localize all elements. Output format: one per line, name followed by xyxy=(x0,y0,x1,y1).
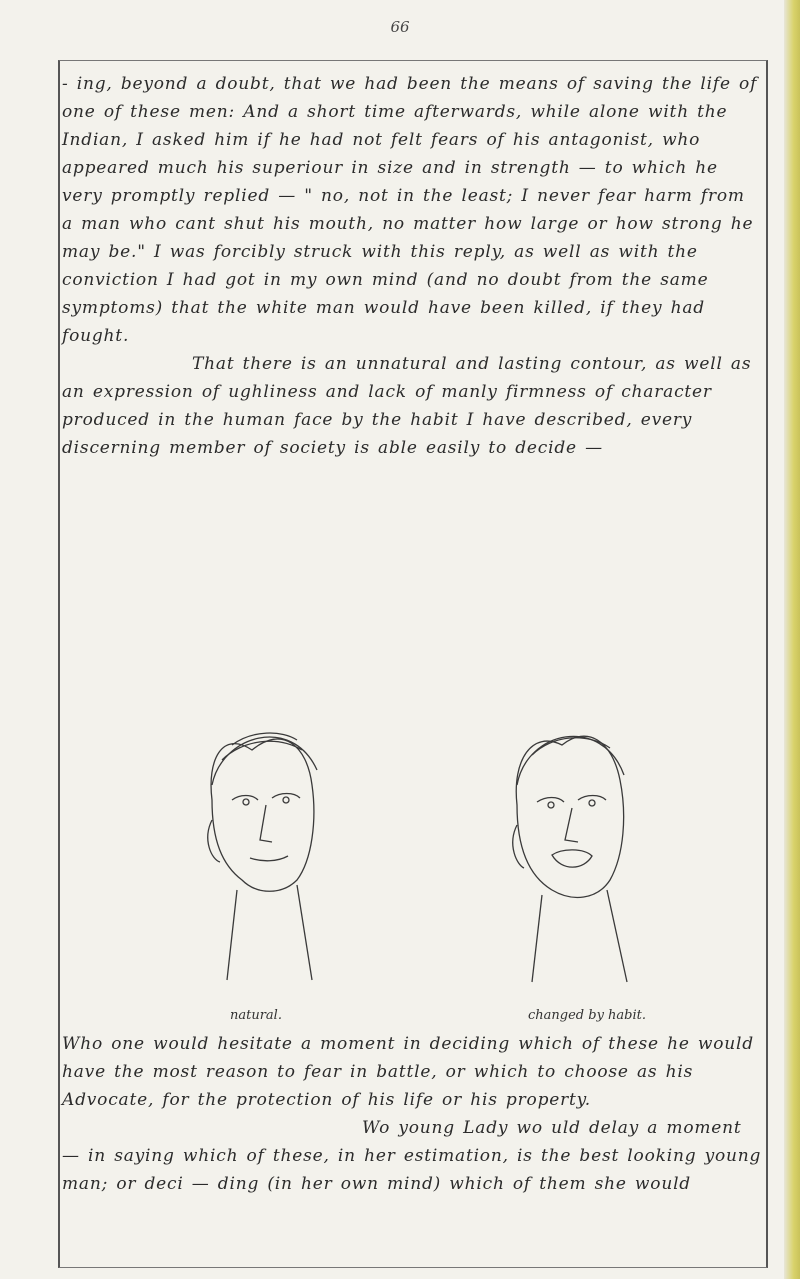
paragraph: - ing, beyond a doubt, that we had been the means of saving the life of one of these men: And a short time afterwards, while alone with the Indian, I asked him if he had not felt fears of his antagonist, who appeared much his superiour in size and in strength — to which he very promptly replied — " no, not in the least; I never fear harm from a man who cant shut his mouth, no matter how large or how strong he may be." I was forcibly struck with this reply, as well as with the conviction I had got in my own mind (and no doubt from the same symptoms) that the white man would have been killed, if they had fought. xyxy=(62,74,758,346)
page-number: 66 xyxy=(390,18,410,36)
natural-face-drawing xyxy=(208,733,317,980)
changed-face-drawing xyxy=(513,736,627,982)
manuscript-text-top xyxy=(62,70,762,462)
faces-sketch xyxy=(62,690,762,1000)
caption-natural: natural. xyxy=(230,1008,282,1023)
paragraph: Wo young Lady wo uld delay a moment — in saying which of these, in her estimation, is the best looking young man; or deci — ding (in her own mind) which of them she would xyxy=(62,1118,762,1194)
face-comparison-illustration xyxy=(62,690,762,1000)
caption-changed: changed by habit. xyxy=(528,1008,647,1023)
page-edge xyxy=(784,0,800,1279)
manuscript-text-bottom xyxy=(62,1030,762,1198)
paragraph: That there is an unnatural and lasting contour, as well as an expression of ughliness and lack of manly firmness of character produced in the human face by the habit I have described, every discerning member of society is able easily to decide — xyxy=(62,354,752,458)
paragraph: Who one would hesitate a moment in deciding which of these he would have the most reason to fear in battle, or which to choose as his Advocate, for the protection of his life or his property. xyxy=(62,1034,754,1110)
